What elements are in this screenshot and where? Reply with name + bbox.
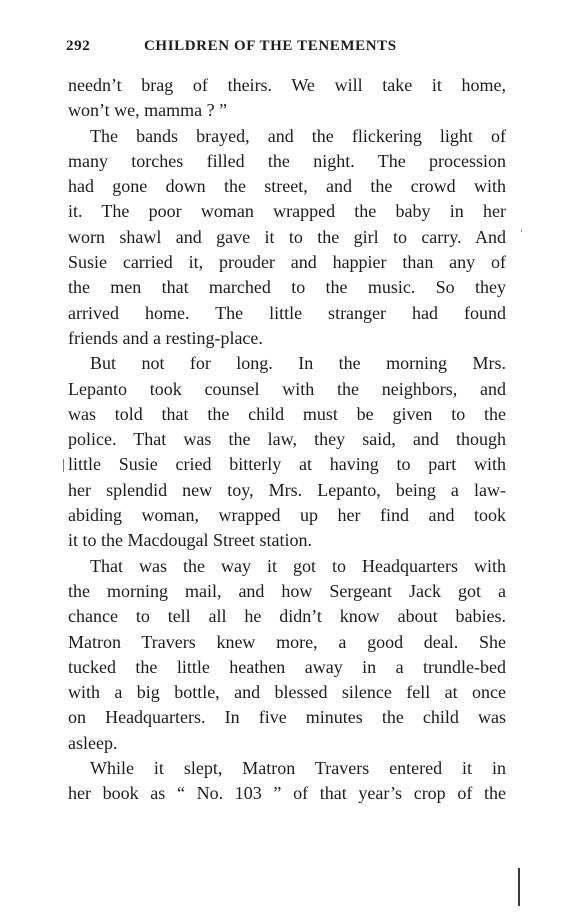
text-line: police. That was the law, they said, and though	[68, 429, 506, 450]
text-line: the morning mail, and how Sergeant Jack got a	[68, 580, 506, 601]
text-line: arrived home. The little stranger had found	[68, 302, 506, 323]
text-line: chance to tell all he didn’t know about babies.	[68, 606, 506, 627]
text-line: had gone down the street, and the crowd with	[68, 176, 506, 197]
text-line: Lepanto took counsel with the neighbors, and	[68, 378, 506, 399]
running-head	[66, 38, 506, 58]
text-line: While it slept, Matron Travers entered it in	[90, 758, 506, 779]
text-line: tucked the little heathen away in a trundle-bed	[68, 656, 506, 677]
scan-speck	[521, 229, 522, 232]
text-line: worn shawl and gave it to the girl to carry. And	[68, 226, 506, 247]
text-line: it to the Macdougal Street station.	[68, 530, 312, 551]
text-line: asleep.	[68, 732, 118, 753]
text-line: needn’t brag of theirs. We will take it home,	[68, 75, 506, 95]
text-line: friends and a resting-place.	[68, 327, 263, 348]
text-line: it. The poor woman wrapped the baby in her	[68, 201, 506, 222]
page-number: 292	[66, 38, 91, 54]
text-line: Matron Travers knew more, a good deal. She	[68, 631, 506, 652]
text-line: was told that the child must be given to the	[68, 403, 506, 424]
page-edge-mark	[518, 868, 520, 906]
text-line: her splendid new toy, Mrs. Lepanto, being a law-	[68, 479, 506, 500]
scan-speck	[63, 459, 64, 472]
text-line: on Headquarters. In five minutes the child was	[68, 707, 506, 728]
text-line: little Susie cried bitterly at having to part with	[68, 454, 506, 475]
running-title: CHILDREN OF THE TENEMENTS	[144, 38, 397, 54]
text-line: her book as “ No. 103 ” of that year’s crop of the	[68, 783, 506, 804]
text-line: But not for long. In the morning Mrs.	[90, 353, 506, 374]
text-line: abiding woman, wrapped up her find and took	[68, 505, 506, 526]
text-line: That was the way it got to Headquarters with	[90, 555, 506, 576]
text-line: The bands brayed, and the flickering light of	[90, 125, 506, 146]
body-text	[68, 73, 506, 807]
text-line: many torches filled the night. The procession	[68, 150, 506, 171]
text-line: the men that marched to the music. So they	[68, 277, 506, 298]
text-line: Susie carried it, prouder and happier than any of	[68, 252, 506, 273]
text-line: won’t we, mamma ? ”	[68, 100, 228, 121]
text-line: with a big bottle, and blessed silence fell at once	[68, 682, 506, 703]
